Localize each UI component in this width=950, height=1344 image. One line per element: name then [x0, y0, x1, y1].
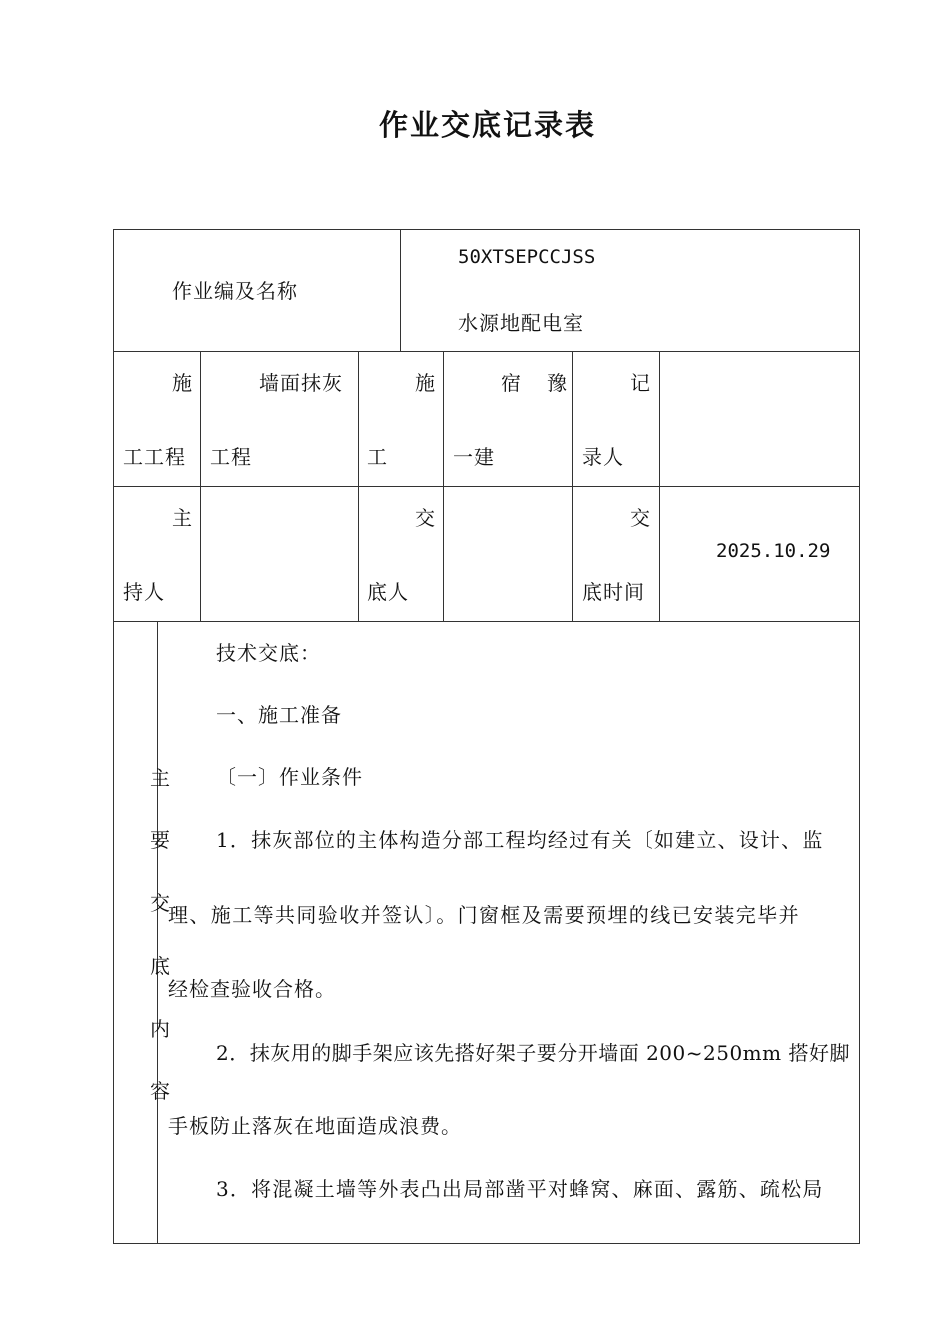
host-label: 持人: [123, 580, 165, 604]
unit-label: 施: [415, 371, 436, 395]
main-content-label: 要: [150, 828, 171, 852]
main-content-label: 主: [150, 766, 171, 790]
table-divider: [443, 351, 444, 621]
table-divider: [113, 351, 860, 352]
briefing-text-line: 3．将混凝土墙等外表凸出局部凿平对蜂窝、麻面、露筋、疏松局: [216, 1177, 824, 1201]
table-divider: [400, 229, 401, 351]
page-title: 作业交底记录表: [378, 108, 596, 142]
briefer-label: 交: [415, 506, 436, 530]
table-divider: [572, 351, 573, 621]
main-content-label: 交: [150, 891, 171, 915]
record-table: [113, 229, 860, 1244]
table-divider: [157, 621, 158, 1244]
unit-label: 工: [367, 445, 388, 469]
section-heading: 一、施工准备: [216, 703, 342, 727]
unit-value: 一建: [453, 445, 495, 469]
table-divider: [113, 486, 860, 487]
time-label: 底时间: [582, 580, 645, 604]
main-content-label: 内: [150, 1017, 171, 1041]
work-name: 水源地配电室: [458, 311, 584, 335]
project-value: 工程: [210, 445, 252, 469]
briefing-text-line: 1．抹灰部位的主体构造分部工程均经过有关〔如建立、设计、监: [216, 828, 824, 852]
host-label: 主: [172, 506, 193, 530]
main-content-label: 容: [150, 1079, 171, 1103]
project-label: 施: [172, 371, 193, 395]
table-divider: [358, 351, 359, 621]
recorder-label: 记: [630, 371, 651, 395]
briefing-text-line: 经检查验收合格。: [168, 977, 336, 1001]
table-divider: [200, 351, 201, 621]
briefing-text-line: 手板防止落灰在地面造成浪费。: [168, 1114, 462, 1138]
subsection-heading: 〔一〕作业条件: [216, 765, 363, 789]
project-label: 工工程: [123, 445, 186, 469]
work-code: 50XTSEPCCJSS: [458, 246, 596, 268]
project-value: 墙面抹灰: [259, 371, 343, 395]
briefer-label: 底人: [367, 580, 409, 604]
briefing-text-line: 理、施工等共同验收并签认〕。门窗框及需要预埋的线已安装完毕并: [168, 903, 800, 927]
briefing-text-line: 2．抹灰用的脚手架应该先搭好架子要分开墙面 200~250mm 搭好脚: [216, 1041, 850, 1065]
briefing-heading: 技术交底：: [216, 641, 321, 665]
work-name-label: 作业编及名称: [172, 279, 298, 303]
briefing-date: 2025.10.29: [716, 540, 831, 562]
time-label: 交: [630, 506, 651, 530]
unit-value: 宿 豫: [501, 371, 570, 395]
main-content-label: 底: [150, 954, 171, 978]
table-divider: [659, 351, 660, 621]
table-divider: [113, 621, 860, 622]
recorder-label: 录人: [582, 445, 624, 469]
